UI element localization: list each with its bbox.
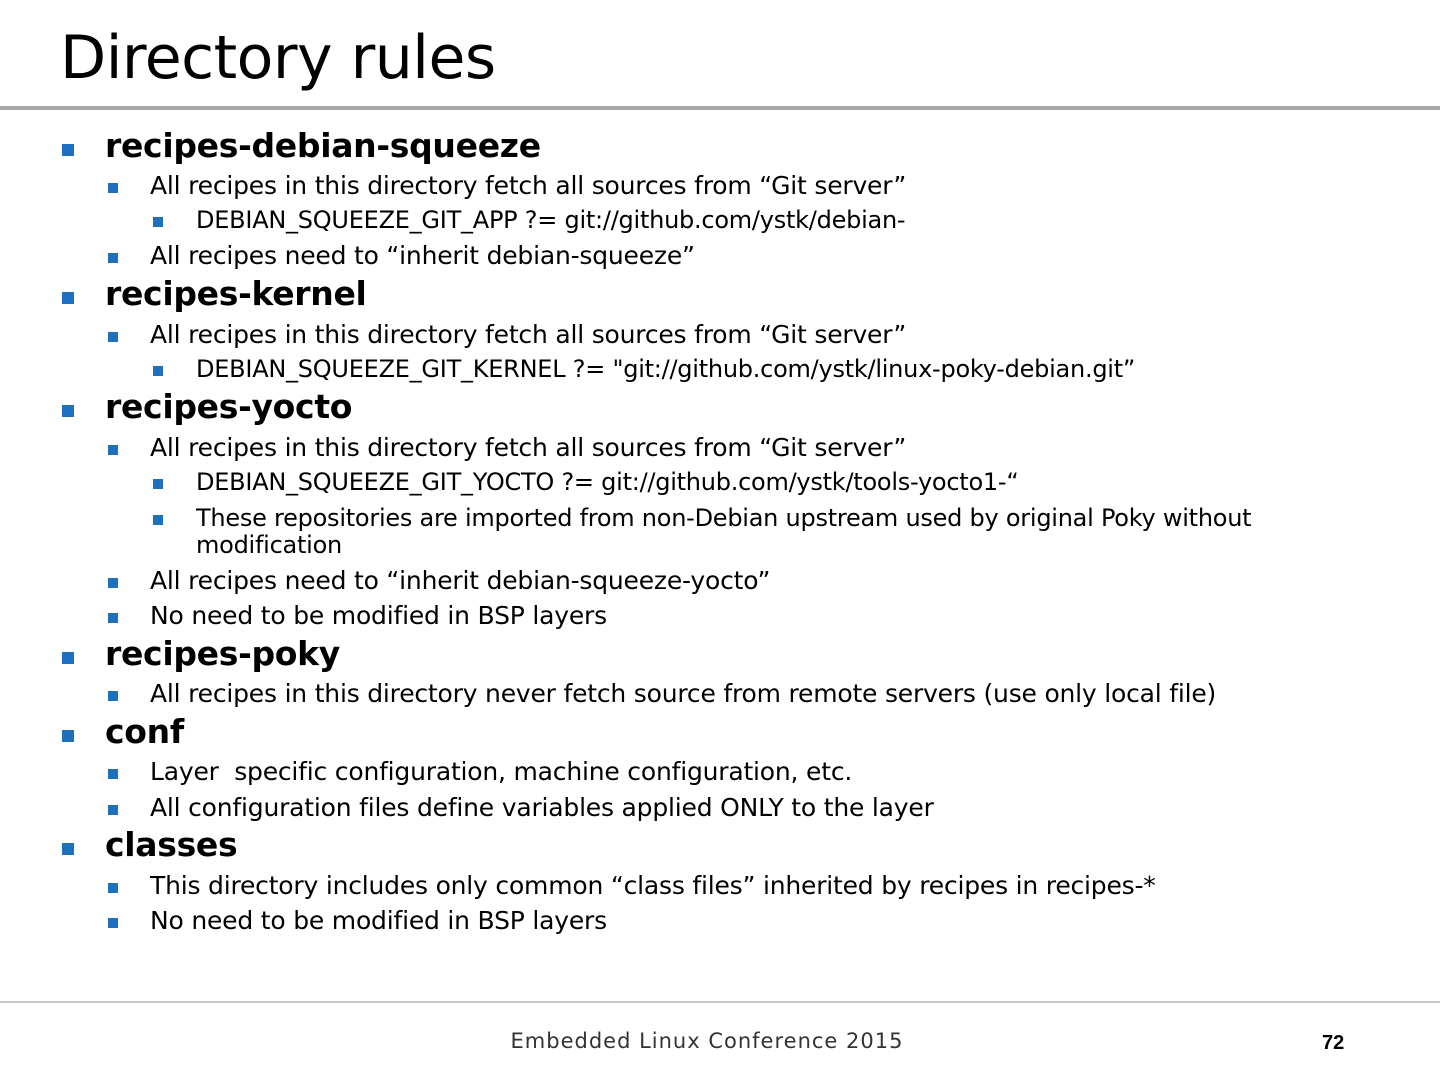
list-item-text: All configuration files define variables applied ONLY to the layer bbox=[150, 793, 934, 822]
list-item-text: All recipes in this directory fetch all sources from “Git server” bbox=[150, 320, 907, 349]
square-bullet-icon bbox=[153, 217, 163, 227]
square-bullet-icon bbox=[153, 515, 163, 525]
page-number: 72 bbox=[1322, 1032, 1345, 1054]
square-bullet-icon bbox=[108, 805, 118, 815]
list-item-text: All recipes in this directory fetch all sources from “Git server” bbox=[150, 433, 907, 462]
sub-list-item-text: These repositories are imported from non-Debian upstream used by original Poky without modification bbox=[196, 504, 1252, 559]
sub-list-item-text: DEBIAN_SQUEEZE_GIT_KERNEL ?= "git://github.com/ystk/linux-poky-debian.git” bbox=[196, 355, 1136, 383]
square-bullet-icon bbox=[153, 366, 163, 376]
list-item-text: All recipes need to “inherit debian-squeeze” bbox=[150, 241, 695, 270]
section-heading-text: recipes-poky bbox=[105, 634, 341, 673]
section-heading-text: recipes-debian-squeeze bbox=[105, 126, 541, 165]
square-bullet-icon bbox=[108, 332, 118, 342]
list-item-text: This directory includes only common “class files” inherited by recipes in recipes-* bbox=[150, 871, 1156, 900]
square-bullet-icon bbox=[108, 183, 118, 193]
section-heading-text: recipes-kernel bbox=[105, 274, 367, 313]
square-bullet-icon bbox=[108, 918, 118, 928]
sub-list-item-text: DEBIAN_SQUEEZE_GIT_YOCTO ?= git://github.com/ystk/tools-yocto1-“ bbox=[196, 468, 1019, 496]
section-heading-text: classes bbox=[105, 825, 238, 864]
square-bullet-icon bbox=[62, 652, 74, 664]
list-item-text: All recipes in this directory fetch all sources from “Git server” bbox=[150, 171, 907, 200]
square-bullet-icon bbox=[108, 253, 118, 263]
square-bullet-icon bbox=[62, 843, 74, 855]
square-bullet-icon bbox=[108, 883, 118, 893]
list-item-text: All recipes need to “inherit debian-squeeze-yocto” bbox=[150, 566, 771, 595]
section-heading-text: conf bbox=[105, 712, 184, 751]
footer-conference: Embedded Linux Conference 2015 bbox=[510, 1029, 904, 1053]
list-item-text: All recipes in this directory never fetch source from remote servers (use only local file) bbox=[150, 679, 1217, 708]
square-bullet-icon bbox=[108, 578, 118, 588]
list-item-text: No need to be modified in BSP layers bbox=[150, 601, 607, 630]
square-bullet-icon bbox=[153, 479, 163, 489]
sub-list-item-text: DEBIAN_SQUEEZE_GIT_APP ?= git://github.com/ystk/debian- bbox=[196, 206, 906, 234]
square-bullet-icon bbox=[62, 144, 74, 156]
footer-divider bbox=[0, 1001, 1440, 1003]
list-item-text: Layer specific configuration, machine configuration, etc. bbox=[150, 757, 853, 786]
square-bullet-icon bbox=[62, 405, 74, 417]
square-bullet-icon bbox=[108, 691, 118, 701]
square-bullet-icon bbox=[62, 292, 74, 304]
section-heading-text: recipes-yocto bbox=[105, 387, 353, 426]
list-item-text: No need to be modified in BSP layers bbox=[150, 906, 607, 935]
slide-title: Directory rules bbox=[60, 23, 496, 93]
square-bullet-icon bbox=[108, 613, 118, 623]
square-bullet-icon bbox=[62, 730, 74, 742]
square-bullet-icon bbox=[108, 769, 118, 779]
square-bullet-icon bbox=[108, 445, 118, 455]
